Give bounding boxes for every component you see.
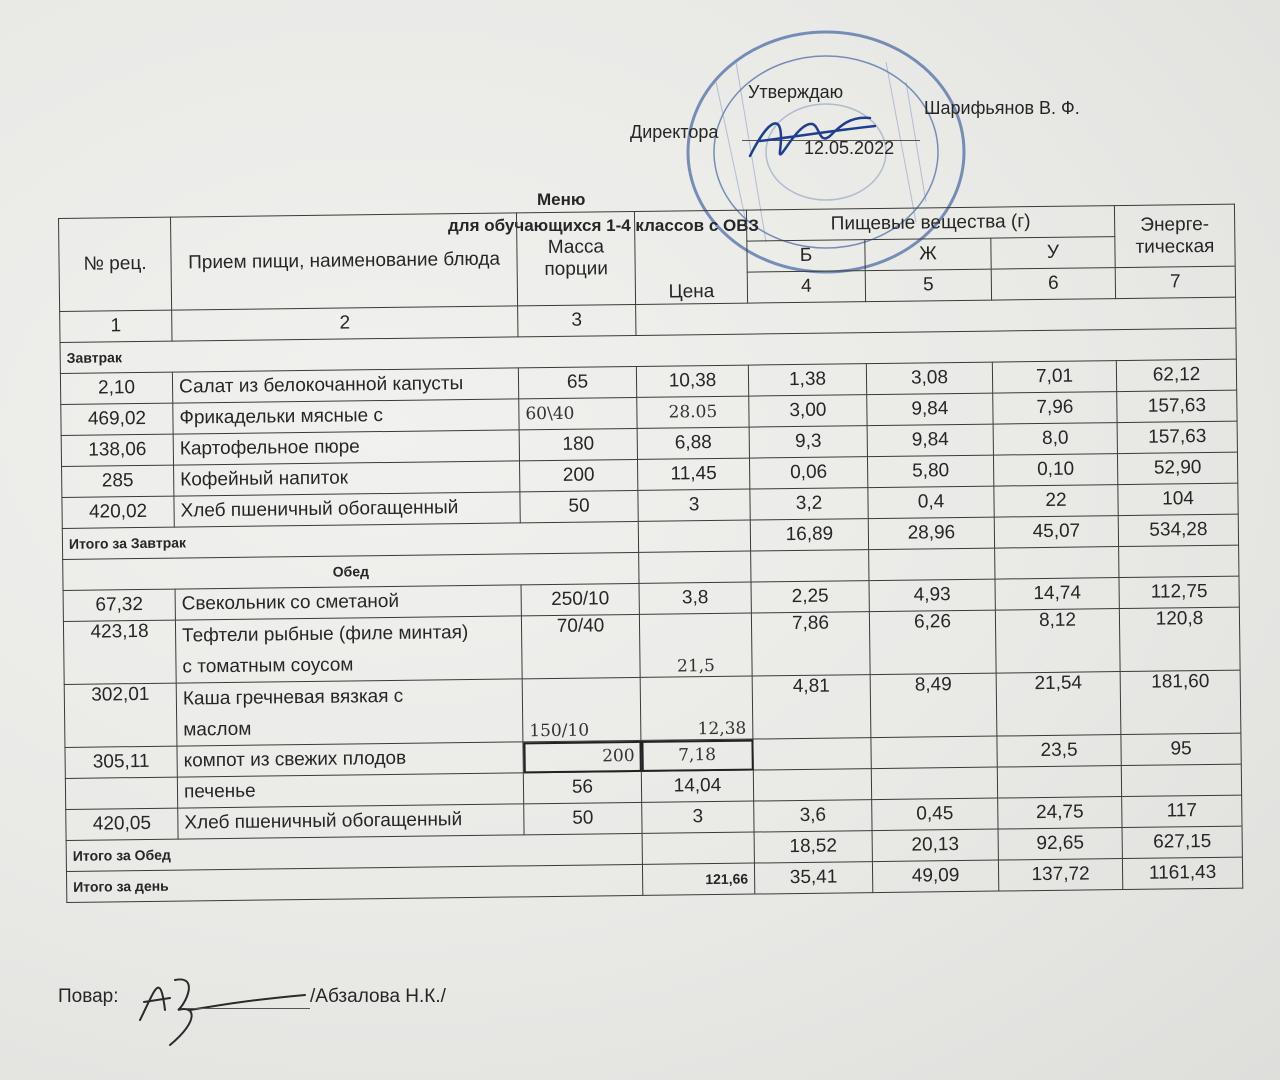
menu-table xyxy=(58,204,1243,903)
header-zh: Ж xyxy=(865,238,991,271)
header-price: Цена xyxy=(634,210,747,304)
header-num: № рец. xyxy=(59,217,172,311)
total-b: 16,89 xyxy=(750,519,868,551)
cell-zh: 4,93 xyxy=(869,579,995,612)
total-zh: 28,96 xyxy=(868,517,994,550)
cell-u: 21,54 xyxy=(996,672,1121,737)
cell-name xyxy=(176,679,523,746)
menu-subtitle: для обучающихся 1-4 классов с ОВЗ xyxy=(448,216,759,235)
cell-price: 3 xyxy=(638,489,750,521)
total-b: 35,41 xyxy=(754,862,872,894)
cell-name-line1: Каша гречневая вязкая с xyxy=(182,685,404,710)
header-n3: 3 xyxy=(518,304,636,336)
cell-name-line2: с томатным соусом xyxy=(182,654,354,678)
cell-b: 1,38 xyxy=(748,364,866,396)
cell-zh: 0,4 xyxy=(868,486,994,519)
cell-price: 10,38 xyxy=(636,365,748,397)
total-b: 18,52 xyxy=(754,831,872,863)
cell-u: 8,0 xyxy=(993,423,1117,456)
cell-zh: 5,80 xyxy=(867,455,993,488)
cell-b: 2,25 xyxy=(751,581,869,613)
total-label: Итого за день xyxy=(66,864,642,902)
total-zh: 49,09 xyxy=(872,860,998,893)
cell-num: 423,18 xyxy=(63,620,176,684)
empty-cell xyxy=(639,551,751,583)
cell-mass: 50 xyxy=(520,490,638,522)
cell-mass: 150/10 xyxy=(522,677,641,741)
empty-cell xyxy=(871,767,997,800)
approve-date: 12.05.2022 xyxy=(804,138,895,158)
cell-zh: 8,49 xyxy=(870,673,997,738)
total-zh: 20,13 xyxy=(872,829,998,862)
cell-b: 3,00 xyxy=(749,395,867,427)
empty-cell xyxy=(869,548,995,581)
cell-mass: 60\40 xyxy=(519,397,637,429)
total-price xyxy=(638,520,750,552)
total-label: Итого за Завтрак xyxy=(62,521,638,559)
cell-name xyxy=(175,616,522,683)
header-n1: 1 xyxy=(60,310,172,342)
empty-cell xyxy=(753,738,871,770)
total-u: 92,65 xyxy=(998,828,1122,861)
cell-mass: 180 xyxy=(519,428,637,460)
header-n7: 7 xyxy=(1115,266,1235,298)
cell-price: 3 xyxy=(642,801,754,833)
header-energy: Энерге-тическая xyxy=(1114,204,1235,267)
cell-price: 7,18 xyxy=(641,739,753,771)
cell-mass: 65 xyxy=(518,366,636,398)
cell-u: 22 xyxy=(994,485,1118,518)
cell-num: 420,02 xyxy=(62,496,174,528)
cell-u: 14,74 xyxy=(995,578,1119,611)
empty-cell xyxy=(995,547,1119,580)
cell-price: 11,45 xyxy=(637,458,749,490)
cell-mass: 250/10 xyxy=(521,583,639,615)
cell-num: 469,02 xyxy=(61,403,173,435)
cell-name-line1: Тефтели рыбные (филе минтая) xyxy=(181,622,469,647)
total-price xyxy=(642,832,754,864)
cell-name: компот из свежих плодов xyxy=(177,742,523,777)
cell-u: 24,75 xyxy=(998,797,1122,830)
director-signature-icon xyxy=(740,96,880,176)
total-e: 534,28 xyxy=(1118,514,1238,546)
cell-price: 28.05 xyxy=(637,396,749,428)
cook-signature-icon xyxy=(130,950,320,1050)
cell-e: 157,63 xyxy=(1117,421,1237,453)
header-n2: 2 xyxy=(172,306,518,341)
cell-e: 120,8 xyxy=(1119,607,1240,671)
empty-cell xyxy=(753,769,871,801)
cell-mass: 56 xyxy=(523,771,641,803)
cell-num: 420,05 xyxy=(66,808,178,840)
total-price: 121,66 xyxy=(642,863,754,895)
total-e: 1161,43 xyxy=(1122,857,1242,889)
cook-label: Повар: xyxy=(58,986,119,1007)
cell-u: 7,01 xyxy=(992,361,1116,394)
cell-mass: 200 xyxy=(520,459,638,491)
cell-b: 4,81 xyxy=(752,675,871,739)
cell-name: печенье xyxy=(177,773,523,808)
cell-num: 2,10 xyxy=(60,372,172,404)
total-u: 137,72 xyxy=(998,859,1122,892)
cook-signature-line xyxy=(186,1008,310,1009)
cell-zh: 3,08 xyxy=(866,362,992,395)
director-name: Шарифьянов В. Ф. xyxy=(924,98,1080,118)
cell-price: 12,38 xyxy=(640,676,753,740)
total-e: 627,15 xyxy=(1122,826,1242,858)
cell-e: 117 xyxy=(1122,795,1242,827)
total-u: 45,07 xyxy=(994,516,1118,549)
cell-mass: 70/40 xyxy=(521,614,640,678)
header-dish: Прием пищи, наименование блюда xyxy=(170,213,517,310)
empty-cell xyxy=(1121,764,1241,796)
breakfast-rows xyxy=(60,359,1238,528)
cell-price: 3,8 xyxy=(639,582,751,614)
header-n4: 4 xyxy=(747,271,865,303)
empty-cell xyxy=(1119,545,1239,577)
header-n6: 6 xyxy=(991,268,1115,301)
section-label-breakfast: Завтрак xyxy=(60,328,1236,373)
cell-zh: 6,26 xyxy=(869,610,996,675)
empty-cell xyxy=(65,777,177,809)
cell-name: Картофельное пюре xyxy=(173,430,519,465)
cell-e: 157,63 xyxy=(1117,390,1237,422)
approve-word: Утверждаю xyxy=(748,82,844,102)
cell-num: 302,01 xyxy=(64,683,177,747)
cook-name: /Абзалова Н.К./ xyxy=(310,986,446,1007)
cell-price: 14,04 xyxy=(641,770,753,802)
cell-num: 305,11 xyxy=(65,746,177,778)
empty-cell xyxy=(997,766,1121,799)
section-label-lunch: Обед xyxy=(63,552,639,590)
cell-zh: 9,84 xyxy=(867,393,993,426)
total-label: Итого за Обед xyxy=(66,833,642,871)
cell-e: 62,12 xyxy=(1116,359,1236,391)
header-nutrients: Пищевые вещества (г) xyxy=(746,206,1114,241)
cell-name-line2: маслом xyxy=(183,718,252,741)
header-b: Б xyxy=(747,240,865,272)
cell-name: Салат из белокочанной капусты xyxy=(172,368,518,403)
menu-title: Меню xyxy=(537,190,586,209)
cell-u: 8,12 xyxy=(995,609,1120,674)
cell-e: 52,90 xyxy=(1117,452,1237,484)
header-mass: Масса порции xyxy=(516,211,635,305)
cell-mass: 200 xyxy=(523,740,641,772)
cell-e: 181,60 xyxy=(1120,670,1241,734)
cell-b: 9,3 xyxy=(749,426,867,458)
cell-num: 285 xyxy=(62,465,174,497)
cell-b: 3,2 xyxy=(750,488,868,520)
cell-u: 7,96 xyxy=(993,392,1117,425)
cell-name: Свекольник со сметаной xyxy=(175,585,521,620)
cell-name: Фрикадельки мясные с xyxy=(173,399,519,434)
cell-u: 23,5 xyxy=(997,735,1121,768)
cell-name: Хлеб пшеничный обогащенный xyxy=(178,804,524,839)
header-u: У xyxy=(991,237,1115,270)
cell-mass: 50 xyxy=(524,802,642,834)
cell-num: 138,06 xyxy=(61,434,173,466)
cell-e: 95 xyxy=(1121,733,1241,765)
cell-b: 7,86 xyxy=(751,612,870,676)
cell-b: 0,06 xyxy=(749,457,867,489)
cell-e: 112,75 xyxy=(1119,576,1239,608)
cell-price: 21,5 xyxy=(639,613,752,677)
cell-name: Кофейный напиток xyxy=(174,461,520,496)
cell-name: Хлеб пшеничный обогащенный xyxy=(174,492,520,527)
empty-cell xyxy=(871,736,997,769)
cell-e: 104 xyxy=(1118,483,1238,515)
cell-zh: 0,45 xyxy=(872,798,998,831)
cell-b: 3,6 xyxy=(754,800,872,832)
empty-cell xyxy=(751,550,869,582)
cell-num: 67,32 xyxy=(63,589,175,621)
cell-zh: 9,84 xyxy=(867,424,993,457)
cell-price: 6,88 xyxy=(637,427,749,459)
director-label: Директора xyxy=(630,122,719,142)
header-n5: 5 xyxy=(865,269,991,302)
cell-u: 0,10 xyxy=(993,454,1117,487)
